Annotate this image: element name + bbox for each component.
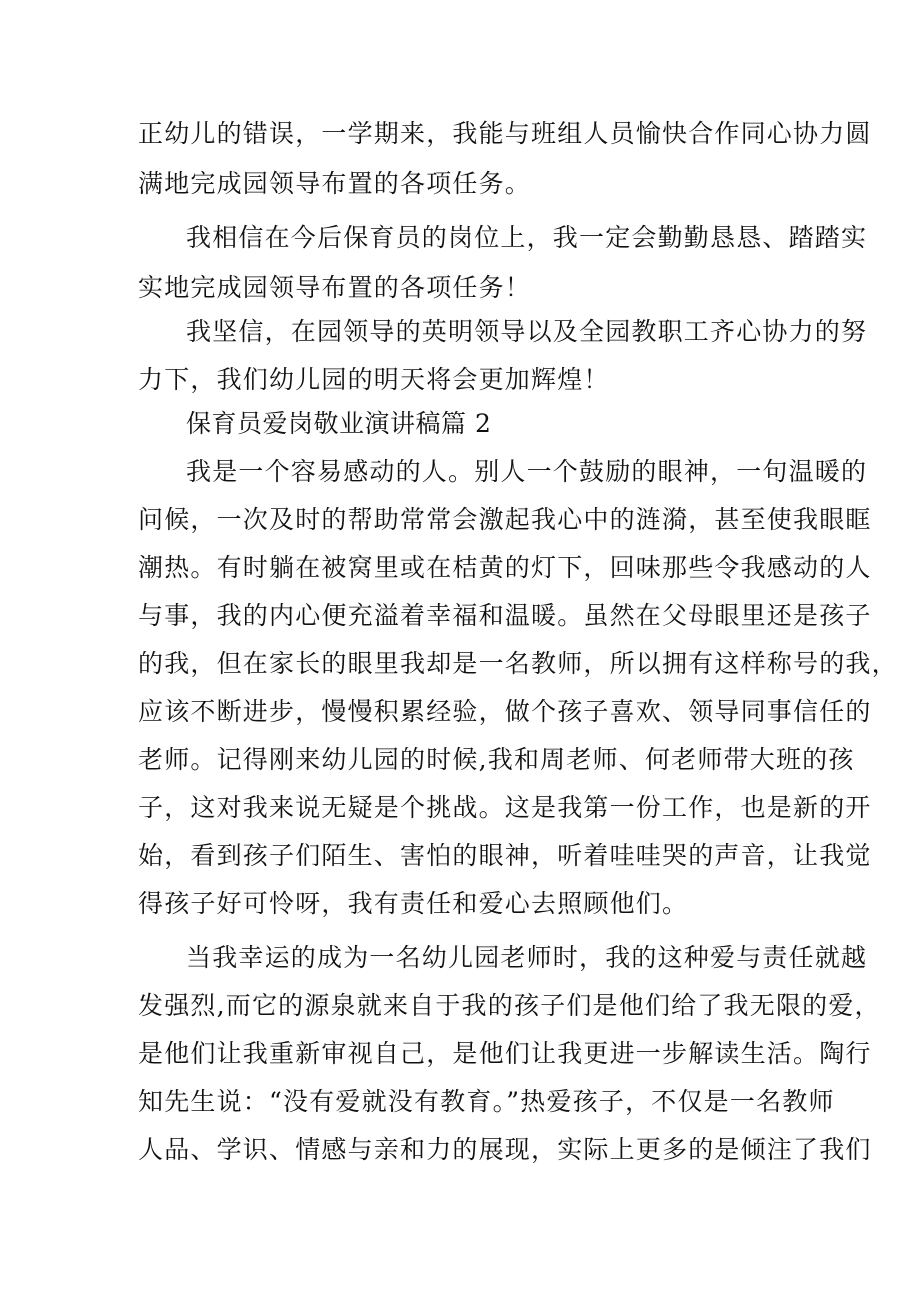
text-line: 正幼儿的错误，一学期来，我能与班组人员愉快合作同心协力圆 [138, 119, 872, 148]
text-line: 老师。记得刚来幼儿园的时候,我和周老师、何老师带大班的孩 [138, 745, 855, 774]
text-line: 得孩子好可怜呀，我有责任和爱心去照顾他们。 [138, 889, 689, 918]
text-line: 我是一个容易感动的人。别人一个鼓励的眼神，一句温暖的 [186, 457, 868, 486]
text-line: 子，这对我来说无疑是个挑战。这是我第一份工作，也是新的开 [138, 793, 872, 822]
text-line: 应该不断进步，慢慢积累经验，做个孩子喜欢、领导同事信任的 [138, 697, 872, 726]
text-line: 我相信在今后保育员的岗位上，我一定会勤勤恳恳、踏踏实 [186, 223, 868, 252]
text-line: 力下，我们幼儿园的明天将会更加辉煌！ [138, 365, 610, 394]
text-line: 我坚信，在园领导的英明领导以及全园教职工齐心协力的努 [186, 317, 868, 346]
text-line: 的我，但在家长的眼里我却是一名教师，所以拥有这样称号的我， [138, 649, 898, 678]
text-line: 当我幸运的成为一名幼儿园老师时，我的这种爱与责任就越 [186, 943, 868, 972]
text-line: 始，看到孩子们陌生、害怕的眼神，听着哇哇哭的声音，让我觉 [138, 841, 872, 870]
text-line: 是他们让我重新审视自己，是他们让我更进一步解读生活。陶行 [138, 1039, 872, 1068]
text-line: 问候，一次及时的帮助常常会激起我心中的涟漪，甚至使我眼眶 [138, 505, 872, 534]
text-line: 知先生说：“没有爱就没有教育。”热爱孩子，不仅是一名教师 [138, 1087, 835, 1116]
text-line: 潮热。有时躺在被窝里或在桔黄的灯下，回味那些令我感动的人 [138, 553, 872, 582]
text-line: 实地完成园领导布置的各项任务！ [138, 273, 532, 302]
text-line: 发强烈,而它的源泉就来自于我的孩子们是他们给了我无限的爱， [138, 991, 881, 1020]
section-heading: 保育员爱岗敬业演讲稿篇 2 [186, 409, 492, 438]
text-line: 满地完成园领导布置的各项任务。 [138, 169, 532, 198]
text-line: 人品、学识、情感与亲和力的展现，实际上更多的是倾注了我们 [138, 1135, 872, 1164]
text-line: 与事，我的内心便充溢着幸福和温暖。虽然在父母眼里还是孩子 [138, 601, 872, 630]
